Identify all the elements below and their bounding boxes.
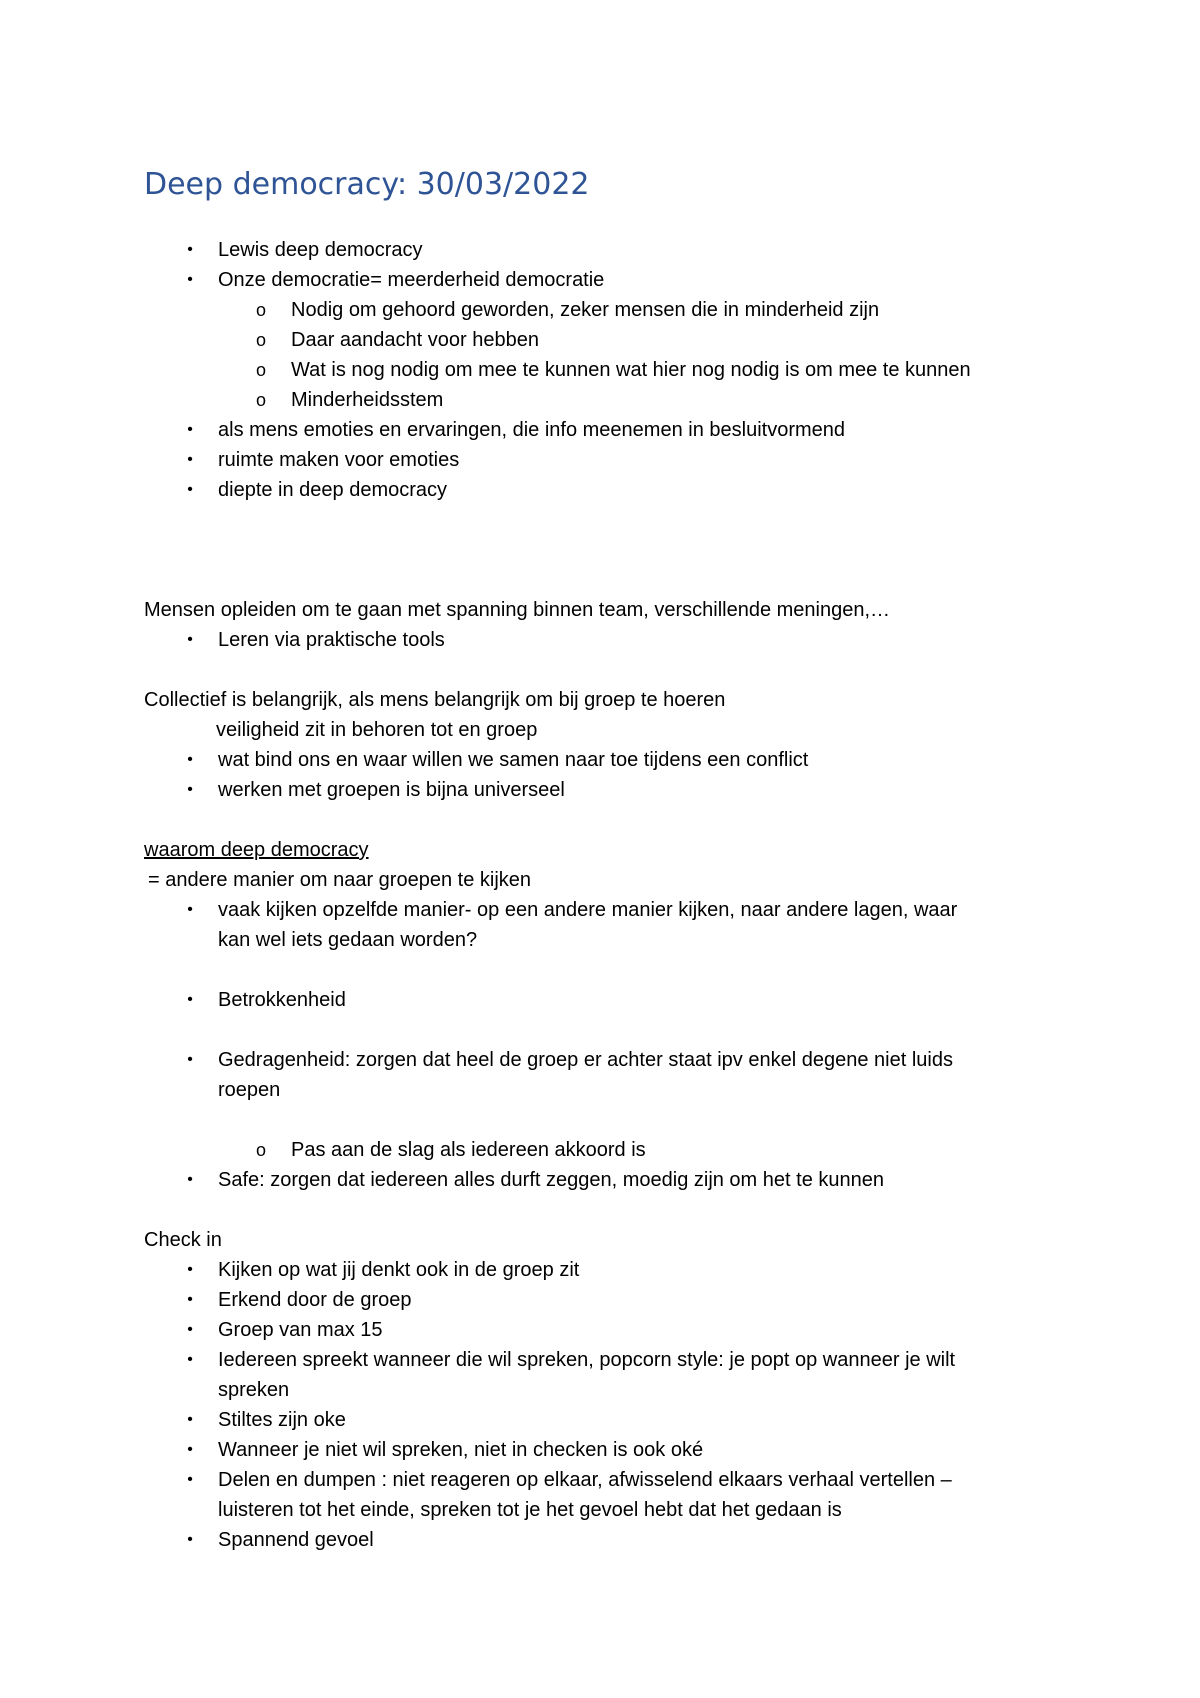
bullet-item [144, 265, 1074, 295]
paragraph [144, 595, 1074, 625]
section-heading [144, 835, 1074, 865]
sub-bullet-item [144, 325, 1074, 355]
bullet-icon: • [187, 1471, 193, 1488]
sub-bullet-item [144, 295, 1074, 325]
bullet-item [144, 1255, 1074, 1285]
bullet-icon: • [187, 451, 193, 468]
bullet-text: diepte in deep democracy [218, 479, 448, 501]
bullet-item [144, 235, 1074, 265]
bullet-icon: • [187, 1051, 193, 1068]
circle-bullet-icon: o [255, 300, 266, 320]
bullet-item [144, 475, 1074, 505]
bullet-text: Safe: zorgen dat iedereen alles durft zeggen, moedig zijn om het te kunnen [218, 1169, 884, 1191]
bullet-icon: • [187, 481, 193, 498]
bullet-icon: • [187, 1411, 193, 1428]
section-heading-text: Check in [144, 1229, 222, 1251]
bullet-icon: • [187, 1351, 193, 1368]
bullet-item [144, 1525, 1074, 1555]
bullet-icon: • [187, 421, 193, 438]
bullet-item [144, 895, 1074, 925]
bullet-item [144, 985, 1074, 1015]
bullet-icon: • [187, 901, 193, 918]
bullet-continuation [144, 925, 1074, 955]
bullet-text: Erkend door de groep [218, 1289, 412, 1311]
bullet-icon: • [187, 1291, 193, 1308]
bullet-item [144, 1405, 1074, 1435]
section-heading-text: waarom deep democracy [144, 839, 369, 861]
sub-bullet-text: Wat is nog nodig om mee te kunnen wat hier nog nodig is om mee te kunnen [291, 359, 971, 381]
paragraph [144, 865, 1074, 895]
bullet-text: werken met groepen is bijna universeel [218, 779, 565, 801]
bullet-item [144, 775, 1074, 805]
bullet-item [144, 745, 1074, 775]
sub-bullet-text: Minderheidsstem [291, 389, 444, 411]
bullet-text: Groep van max 15 [218, 1319, 383, 1341]
bullet-text: Stiltes zijn oke [218, 1409, 346, 1431]
bullet-continuation [144, 1495, 1074, 1525]
bullet-item [144, 1315, 1074, 1345]
sub-bullet-text: Nodig om gehoord geworden, zeker mensen die in minderheid zijn [291, 299, 880, 321]
bullet-text: Spannend gevoel [218, 1529, 374, 1551]
bullet-text: Kijken op wat jij denkt ook in de groep zit [218, 1259, 580, 1281]
bullet-item [144, 1345, 1074, 1375]
section-heading [144, 1225, 1074, 1255]
bullet-icon: • [187, 1321, 193, 1338]
bullet-text: Lewis deep democracy [218, 239, 423, 261]
bullet-item [144, 1285, 1074, 1315]
bullet-text: als mens emoties en ervaringen, die info meenemen in besluitvormend [218, 419, 846, 441]
bullet-icon: • [187, 991, 193, 1008]
bullet-text: roepen [218, 1079, 281, 1101]
sub-bullet-item [144, 385, 1074, 415]
bullet-item [144, 415, 1074, 445]
bullet-text: Wanneer je niet wil spreken, niet in checken is ook oké [218, 1439, 704, 1461]
bullet-text: Betrokkenheid [218, 989, 346, 1011]
bullet-text: Gedragenheid: zorgen dat heel de groep er achter staat ipv enkel degene niet luids [218, 1049, 953, 1071]
bullet-icon: • [187, 271, 193, 288]
bullet-continuation [144, 1075, 1074, 1105]
paragraph-text: veiligheid zit in behoren tot en groep [216, 719, 538, 741]
bullet-item [144, 1045, 1074, 1075]
bullet-text: spreken [218, 1379, 290, 1401]
bullet-text: luisteren tot het einde, spreken tot je het gevoel hebt dat het gedaan is [218, 1499, 842, 1521]
bullet-icon: • [187, 1531, 193, 1548]
bullet-item [144, 1165, 1074, 1195]
bullet-text: Delen en dumpen : niet reageren op elkaar, afwisselend elkaars verhaal vertellen – [218, 1469, 952, 1491]
bullet-text: ruimte maken voor emoties [218, 449, 460, 471]
document-title: Deep democracy: 30/03/2022 [144, 167, 590, 202]
paragraph-text: Collectief is belangrijk, als mens belangrijk om bij groep te hoeren [144, 689, 726, 711]
bullet-text: Leren via praktische tools [218, 629, 445, 651]
sub-bullet-item [144, 355, 1074, 385]
bullet-icon: • [187, 751, 193, 768]
bullet-icon: • [187, 631, 193, 648]
circle-bullet-icon: o [255, 360, 266, 380]
indented-paragraph [144, 715, 1074, 745]
bullet-icon: • [187, 1441, 193, 1458]
bullet-continuation [144, 1375, 1074, 1405]
sub-bullet-text: Pas aan de slag als iedereen akkoord is [291, 1139, 646, 1161]
sub-bullet-item [144, 1135, 1074, 1165]
circle-bullet-icon: o [255, 390, 266, 410]
bullet-text: wat bind ons en waar willen we samen naar toe tijdens een conflict [218, 749, 809, 771]
bullet-icon: • [187, 1261, 193, 1278]
sub-bullet-text: Daar aandacht voor hebben [291, 329, 539, 351]
bullet-text: kan wel iets gedaan worden? [218, 929, 478, 951]
bullet-item [144, 445, 1074, 475]
bullet-item [144, 625, 1074, 655]
bullet-icon: • [187, 781, 193, 798]
paragraph-text: = andere manier om naar groepen te kijken [148, 869, 532, 891]
paragraph [144, 685, 1074, 715]
bullet-text: vaak kijken opzelfde manier- op een andere manier kijken, naar andere lagen, waar [218, 899, 958, 921]
bullet-text: Iedereen spreekt wanneer die wil spreken, popcorn style: je popt op wanneer je wilt [218, 1349, 956, 1371]
bullet-text: Onze democratie= meerderheid democratie [218, 269, 605, 291]
bullet-item [144, 1435, 1074, 1465]
circle-bullet-icon: o [255, 1140, 266, 1160]
bullet-item [144, 1465, 1074, 1495]
bullet-icon: • [187, 241, 193, 258]
bullet-icon: • [187, 1171, 193, 1188]
paragraph-text: Mensen opleiden om te gaan met spanning binnen team, verschillende meningen,… [144, 599, 891, 621]
circle-bullet-icon: o [255, 330, 266, 350]
